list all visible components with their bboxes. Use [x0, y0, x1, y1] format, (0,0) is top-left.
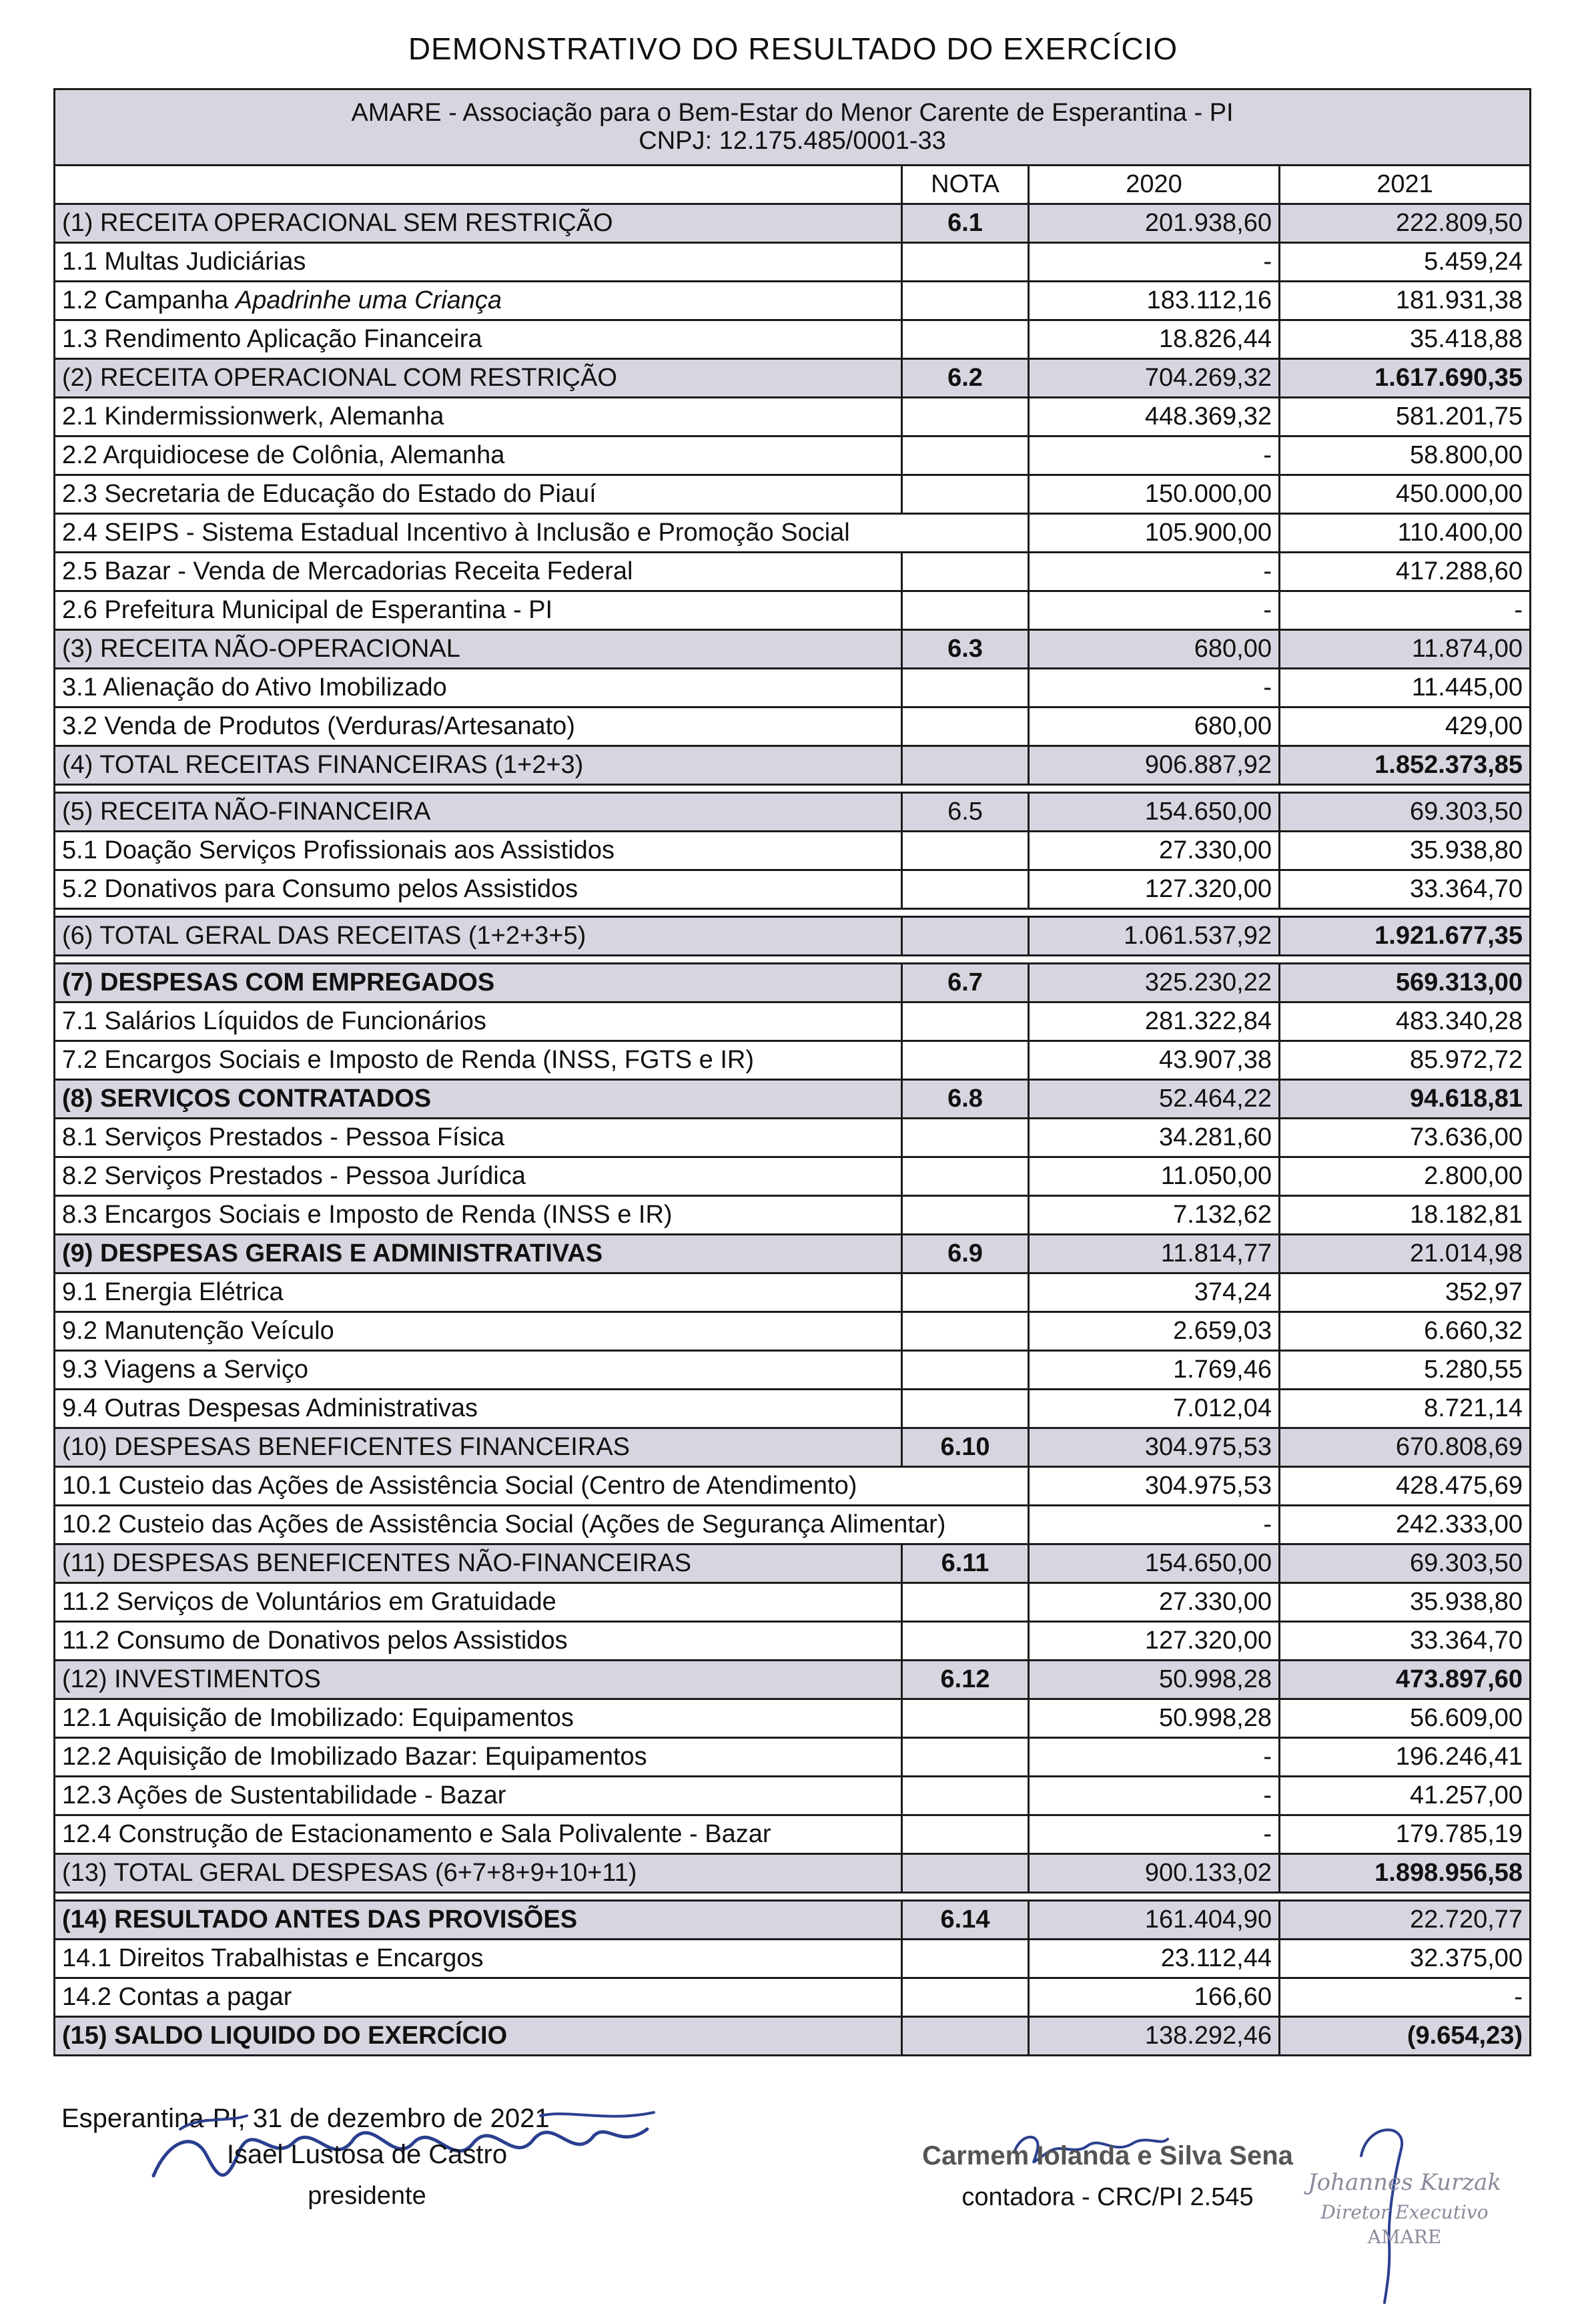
row-nota	[902, 1815, 1029, 1854]
row-label: 14.1 Direitos Trabalhistas e Encargos	[55, 1940, 902, 1978]
table-row	[55, 1157, 1531, 1196]
table-row	[55, 707, 1531, 746]
table-row	[55, 1041, 1531, 1080]
row-value-2021: (9.654,23)	[1280, 2017, 1531, 2056]
table-row	[55, 1002, 1531, 1041]
row-nota	[902, 1041, 1029, 1080]
row-value-2020: 1.769,46	[1029, 1351, 1280, 1390]
row-nota: 6.8	[902, 1080, 1029, 1119]
row-value-2020: 23.112,44	[1029, 1940, 1280, 1978]
row-value-2021: 33.364,70	[1280, 1622, 1531, 1661]
row-value-2021: 6.660,32	[1280, 1312, 1531, 1351]
row-label: (14) RESULTADO ANTES DAS PROVISÕES	[55, 1901, 902, 1940]
row-value-2020: 43.907,38	[1029, 1041, 1280, 1080]
row-label: (13) TOTAL GERAL DESPESAS (6+7+8+9+10+11)	[55, 1854, 902, 1893]
row-nota	[902, 1351, 1029, 1390]
row-nota	[902, 320, 1029, 359]
row-value-2021: 85.972,72	[1280, 1041, 1531, 1080]
table-row	[55, 1583, 1531, 1622]
row-nota	[902, 398, 1029, 437]
table-row	[55, 1777, 1531, 1815]
row-nota	[902, 1583, 1029, 1622]
row-value-2020: 304.975,53	[1029, 1467, 1280, 1506]
table-row	[55, 437, 1531, 475]
director-stamp	[1294, 2169, 1515, 2248]
row-value-2020: -	[1029, 437, 1280, 475]
document-title: DEMONSTRATIVO DO RESULTADO DO EXERCÍCIO	[408, 31, 1178, 66]
signatory-role: presidente	[308, 2182, 426, 2210]
table-row	[55, 1940, 1531, 1978]
row-label: (2) RECEITA OPERACIONAL COM RESTRIÇÃO	[55, 359, 902, 398]
row-value-2020: 11.050,00	[1029, 1157, 1280, 1196]
row-label: 5.1 Doação Serviços Profissionais aos Assistidos	[55, 832, 902, 870]
row-value-2020: 183.112,16	[1029, 282, 1280, 320]
row-nota	[902, 282, 1029, 320]
row-label: 14.2 Contas a pagar	[55, 1978, 902, 2017]
table-row	[55, 320, 1531, 359]
table-row	[55, 1273, 1531, 1312]
row-value-2020: 7.012,04	[1029, 1390, 1280, 1428]
header-nota: NOTA	[902, 166, 1029, 204]
row-label: 1.3 Rendimento Aplicação Financeira	[55, 320, 902, 359]
row-value-2020: 281.322,84	[1029, 1002, 1280, 1041]
row-nota	[902, 707, 1029, 746]
table-row	[55, 1738, 1531, 1777]
row-value-2021: 569.313,00	[1280, 964, 1531, 1002]
table-row	[55, 1622, 1531, 1661]
row-value-2020: 201.938,60	[1029, 204, 1280, 243]
column-header-row	[55, 166, 1531, 204]
row-value-2021: 94.618,81	[1280, 1080, 1531, 1119]
row-value-2021: 35.418,88	[1280, 320, 1531, 359]
table-row-section	[55, 1235, 1531, 1273]
table-row	[55, 1196, 1531, 1235]
row-value-2020: 704.269,32	[1029, 359, 1280, 398]
table-row	[55, 398, 1531, 437]
row-label: (12) INVESTIMENTOS	[55, 1661, 902, 1699]
row-nota	[902, 1390, 1029, 1428]
row-nota	[902, 917, 1029, 956]
row-value-2021: 670.808,69	[1280, 1428, 1531, 1467]
table-row	[55, 475, 1531, 514]
table-row-section	[55, 359, 1531, 398]
row-value-2021: 56.609,00	[1280, 1699, 1531, 1738]
table-spacer	[55, 785, 1531, 793]
row-value-2020: -	[1029, 1738, 1280, 1777]
row-value-2020: -	[1029, 591, 1280, 630]
row-value-2020: 27.330,00	[1029, 832, 1280, 870]
row-value-2021: 69.303,50	[1280, 793, 1531, 832]
row-value-2021: 450.000,00	[1280, 475, 1531, 514]
table-row	[55, 1699, 1531, 1738]
row-nota	[902, 870, 1029, 909]
row-label: (6) TOTAL GERAL DAS RECEITAS (1+2+3+5)	[55, 917, 902, 956]
row-value-2020: 906.887,92	[1029, 746, 1280, 785]
signatory-name: Carmem Iolanda e Silva Sena	[922, 2141, 1293, 2170]
row-value-2021: 196.246,41	[1280, 1738, 1531, 1777]
row-value-2020: 34.281,60	[1029, 1119, 1280, 1157]
table-row-section	[55, 964, 1531, 1002]
organization-name: AMARE - Associação para o Bem-Estar do Menor Carente de Esperantina - PI	[351, 98, 1234, 127]
row-value-2021: 5.280,55	[1280, 1351, 1531, 1390]
table-row	[55, 282, 1531, 320]
row-value-2021: 222.809,50	[1280, 204, 1531, 243]
row-value-2020: 138.292,46	[1029, 2017, 1280, 2056]
table-row-total	[55, 1854, 1531, 1893]
signatory-accountant	[921, 2141, 1294, 2212]
row-label: 8.2 Serviços Prestados - Pessoa Jurídica	[55, 1157, 902, 1196]
table-row-section	[55, 630, 1531, 669]
row-nota	[902, 553, 1029, 591]
row-value-2021: 581.201,75	[1280, 398, 1531, 437]
row-value-2020: -	[1029, 553, 1280, 591]
table-row	[55, 1506, 1531, 1544]
row-value-2020: -	[1029, 1506, 1280, 1544]
row-nota: 6.1	[902, 204, 1029, 243]
row-label: 3.1 Alienação do Ativo Imobilizado	[55, 669, 902, 707]
row-value-2021: 41.257,00	[1280, 1777, 1531, 1815]
row-nota	[902, 2017, 1029, 2056]
header-blank-cell	[55, 166, 902, 204]
row-value-2021: 429,00	[1280, 707, 1531, 746]
row-value-2021: 73.636,00	[1280, 1119, 1531, 1157]
table-row	[55, 514, 1531, 553]
row-label: 2.3 Secretaria de Educação do Estado do Piauí	[55, 475, 902, 514]
organization-header	[55, 89, 1531, 166]
row-value-2021: 5.459,24	[1280, 243, 1531, 282]
table-row-total	[55, 917, 1531, 956]
table-row	[55, 870, 1531, 909]
table-row-section	[55, 1428, 1531, 1467]
row-label: 2.4 SEIPS - Sistema Estadual Incentivo à Inclusão e Promoção Social	[55, 514, 1029, 553]
signatory-name: Isael Lustosa de Castro	[226, 2140, 508, 2169]
row-nota: 6.14	[902, 1901, 1029, 1940]
row-nota	[902, 1940, 1029, 1978]
table-row-section	[55, 1901, 1531, 1940]
row-label: 12.2 Aquisição de Imobilizado Bazar: Equipamentos	[55, 1738, 902, 1777]
row-value-2021: 483.340,28	[1280, 1002, 1531, 1041]
row-label: 2.6 Prefeitura Municipal de Esperantina - PI	[55, 591, 902, 630]
row-value-2020: 166,60	[1029, 1978, 1280, 2017]
header-2020: 2020	[1029, 166, 1280, 204]
row-value-2020: 52.464,22	[1029, 1080, 1280, 1119]
row-label: 5.2 Donativos para Consumo pelos Assistidos	[55, 870, 902, 909]
row-value-2020: 18.826,44	[1029, 320, 1280, 359]
table-row-section	[55, 1544, 1531, 1583]
row-value-2021: 1.852.373,85	[1280, 746, 1531, 785]
row-label: 2.1 Kindermissionwerk, Alemanha	[55, 398, 902, 437]
table-row	[55, 1815, 1531, 1854]
table-row	[55, 1312, 1531, 1351]
row-value-2020: 374,24	[1029, 1273, 1280, 1312]
row-nota	[902, 475, 1029, 514]
row-nota: 6.2	[902, 359, 1029, 398]
row-value-2020: 50.998,28	[1029, 1699, 1280, 1738]
row-label: 1.1 Multas Judiciárias	[55, 243, 902, 282]
row-value-2020: 11.814,77	[1029, 1235, 1280, 1273]
row-label: 10.1 Custeio das Ações de Assistência Social (Centro de Atendimento)	[55, 1467, 1029, 1506]
row-nota: 6.11	[902, 1544, 1029, 1583]
row-nota	[902, 243, 1029, 282]
row-label-prefix: 1.2 Campanha	[62, 286, 236, 314]
row-nota	[902, 1002, 1029, 1041]
row-label: (9) DESPESAS GERAIS E ADMINISTRATIVAS	[55, 1235, 902, 1273]
row-value-2020: 680,00	[1029, 630, 1280, 669]
row-value-2020: 161.404,90	[1029, 1901, 1280, 1940]
row-label: (15) SALDO LIQUIDO DO EXERCÍCIO	[55, 2017, 902, 2056]
row-value-2021: 69.303,50	[1280, 1544, 1531, 1583]
row-nota: 6.3	[902, 630, 1029, 669]
row-nota	[902, 591, 1029, 630]
row-label: 9.2 Manutenção Veículo	[55, 1312, 902, 1351]
row-label: (5) RECEITA NÃO-FINANCEIRA	[55, 793, 902, 832]
spacer-cell	[55, 909, 1531, 917]
row-label: 2.2 Arquidiocese de Colônia, Alemanha	[55, 437, 902, 475]
row-nota	[902, 832, 1029, 870]
row-label-italic: Apadrinhe uma Criança	[235, 286, 502, 314]
row-value-2021: -	[1280, 591, 1531, 630]
row-label: (10) DESPESAS BENEFICENTES FINANCEIRAS	[55, 1428, 902, 1467]
stamp-title: Diretor Executivo	[1320, 2201, 1489, 2223]
row-nota	[902, 437, 1029, 475]
row-label: 7.1 Salários Líquidos de Funcionários	[55, 1002, 902, 1041]
row-value-2021: 179.785,19	[1280, 1815, 1531, 1854]
row-value-2020: 680,00	[1029, 707, 1280, 746]
date-line: Esperantina-PI, 31 de dezembro de 2021	[61, 2104, 550, 2133]
row-value-2020: 1.061.537,92	[1029, 917, 1280, 956]
table-row	[55, 1119, 1531, 1157]
table-row	[55, 1467, 1531, 1506]
row-value-2020: 900.133,02	[1029, 1854, 1280, 1893]
row-label: 2.5 Bazar - Venda de Mercadorias Receita Federal	[55, 553, 902, 591]
row-value-2021: 242.333,00	[1280, 1506, 1531, 1544]
row-label: (3) RECEITA NÃO-OPERACIONAL	[55, 630, 902, 669]
row-value-2020: 127.320,00	[1029, 870, 1280, 909]
row-value-2020: -	[1029, 669, 1280, 707]
row-label: 3.2 Venda de Produtos (Verduras/Artesanato)	[55, 707, 902, 746]
row-value-2020: 2.659,03	[1029, 1312, 1280, 1351]
row-label: 12.3 Ações de Sustentabilidade - Bazar	[55, 1777, 902, 1815]
row-value-2021: 11.445,00	[1280, 669, 1531, 707]
signatory-president	[200, 2140, 534, 2211]
row-value-2020: 105.900,00	[1029, 514, 1280, 553]
table-spacer	[55, 1893, 1531, 1901]
table-row-section	[55, 793, 1531, 832]
row-nota	[902, 1738, 1029, 1777]
table-row-total	[55, 2017, 1531, 2056]
row-value-2021: 417.288,60	[1280, 553, 1531, 591]
table-row	[55, 669, 1531, 707]
table-row	[55, 1351, 1531, 1390]
row-nota: 6.12	[902, 1661, 1029, 1699]
signatory-role: contadora - CRC/PI 2.545	[961, 2183, 1254, 2211]
row-value-2020: -	[1029, 1815, 1280, 1854]
row-label: 9.3 Viagens a Serviço	[55, 1351, 902, 1390]
row-value-2021: 1.898.956,58	[1280, 1854, 1531, 1893]
row-label: 12.4 Construção de Estacionamento e Sala Polivalente - Bazar	[55, 1815, 902, 1854]
stamp-name: Johannes Kurzak	[1307, 2169, 1502, 2196]
row-label: (11) DESPESAS BENEFICENTES NÃO-FINANCEIRAS	[55, 1544, 902, 1583]
table-row-total	[55, 746, 1531, 785]
row-value-2021: 21.014,98	[1280, 1235, 1531, 1273]
row-nota: 6.7	[902, 964, 1029, 1002]
row-value-2021: 33.364,70	[1280, 870, 1531, 909]
row-label	[55, 282, 902, 320]
row-label: (7) DESPESAS COM EMPREGADOS	[55, 964, 902, 1002]
row-nota	[902, 1196, 1029, 1235]
row-nota	[902, 1157, 1029, 1196]
stamp-org: AMARE	[1367, 2226, 1442, 2248]
table-row	[55, 1978, 1531, 2017]
table-row-section	[55, 204, 1531, 243]
row-value-2021: 18.182,81	[1280, 1196, 1531, 1235]
row-nota: 6.5	[902, 793, 1029, 832]
row-value-2021: 352,97	[1280, 1273, 1531, 1312]
row-label: 12.1 Aquisição de Imobilizado: Equipamentos	[55, 1699, 902, 1738]
row-nota	[902, 1312, 1029, 1351]
row-value-2021: 35.938,80	[1280, 832, 1531, 870]
row-value-2020: 304.975,53	[1029, 1428, 1280, 1467]
row-label: 11.2 Consumo de Donativos pelos Assistidos	[55, 1622, 902, 1661]
row-label: 8.1 Serviços Prestados - Pessoa Física	[55, 1119, 902, 1157]
row-label: 10.2 Custeio das Ações de Assistência Social (Ações de Segurança Alimentar)	[55, 1506, 1029, 1544]
row-value-2021: 428.475,69	[1280, 1467, 1531, 1506]
row-value-2020: 154.650,00	[1029, 1544, 1280, 1583]
spacer-cell	[55, 785, 1531, 793]
row-nota	[902, 746, 1029, 785]
table-row	[55, 591, 1531, 630]
table-row	[55, 1390, 1531, 1428]
row-nota	[902, 1622, 1029, 1661]
row-value-2020: -	[1029, 243, 1280, 282]
row-label: 7.2 Encargos Sociais e Imposto de Renda (INSS, FGTS e IR)	[55, 1041, 902, 1080]
row-nota	[902, 669, 1029, 707]
spacer-cell	[55, 956, 1531, 964]
row-label: (4) TOTAL RECEITAS FINANCEIRAS (1+2+3)	[55, 746, 902, 785]
row-nota: 6.9	[902, 1235, 1029, 1273]
row-value-2020: 27.330,00	[1029, 1583, 1280, 1622]
row-value-2020: 325.230,22	[1029, 964, 1280, 1002]
row-value-2021: 35.938,80	[1280, 1583, 1531, 1622]
row-value-2021: 32.375,00	[1280, 1940, 1531, 1978]
row-value-2020: 154.650,00	[1029, 793, 1280, 832]
row-label: (1) RECEITA OPERACIONAL SEM RESTRIÇÃO	[55, 204, 902, 243]
income-statement-table	[53, 88, 1531, 2056]
row-value-2020: 127.320,00	[1029, 1622, 1280, 1661]
row-value-2020: 150.000,00	[1029, 475, 1280, 514]
row-value-2021: 11.874,00	[1280, 630, 1531, 669]
table-row-section	[55, 1080, 1531, 1119]
table-row	[55, 832, 1531, 870]
row-value-2021: 1.617.690,35	[1280, 359, 1531, 398]
row-label: (8) SERVIÇOS CONTRATADOS	[55, 1080, 902, 1119]
row-nota	[902, 1273, 1029, 1312]
table-row-section	[55, 1661, 1531, 1699]
row-value-2020: 50.998,28	[1029, 1661, 1280, 1699]
spacer-cell	[55, 1893, 1531, 1901]
table-row	[55, 553, 1531, 591]
row-value-2020: 7.132,62	[1029, 1196, 1280, 1235]
row-value-2021: 8.721,14	[1280, 1390, 1531, 1428]
row-value-2020: -	[1029, 1777, 1280, 1815]
row-value-2021: 473.897,60	[1280, 1661, 1531, 1699]
row-nota	[902, 1699, 1029, 1738]
row-value-2021: 22.720,77	[1280, 1901, 1531, 1940]
row-nota	[902, 1777, 1029, 1815]
row-value-2021: 110.400,00	[1280, 514, 1531, 553]
row-value-2021: 2.800,00	[1280, 1157, 1531, 1196]
row-nota	[902, 1854, 1029, 1893]
row-label: 11.2 Serviços de Voluntários em Gratuidade	[55, 1583, 902, 1622]
table-row	[55, 243, 1531, 282]
row-value-2021: 181.931,38	[1280, 282, 1531, 320]
row-value-2020: 448.369,32	[1029, 398, 1280, 437]
row-nota: 6.10	[902, 1428, 1029, 1467]
row-value-2021: 58.800,00	[1280, 437, 1531, 475]
organization-header-row	[55, 89, 1531, 166]
row-label: 9.4 Outras Despesas Administrativas	[55, 1390, 902, 1428]
organization-cnpj: CNPJ: 12.175.485/0001-33	[639, 126, 946, 155]
row-label: 9.1 Energia Elétrica	[55, 1273, 902, 1312]
header-2021: 2021	[1280, 166, 1531, 204]
table-spacer	[55, 909, 1531, 917]
row-nota	[902, 1978, 1029, 2017]
row-value-2021: 1.921.677,35	[1280, 917, 1531, 956]
table-spacer	[55, 956, 1531, 964]
row-label: 8.3 Encargos Sociais e Imposto de Renda (INSS e IR)	[55, 1196, 902, 1235]
row-value-2021: -	[1280, 1978, 1531, 2017]
row-nota	[902, 1119, 1029, 1157]
